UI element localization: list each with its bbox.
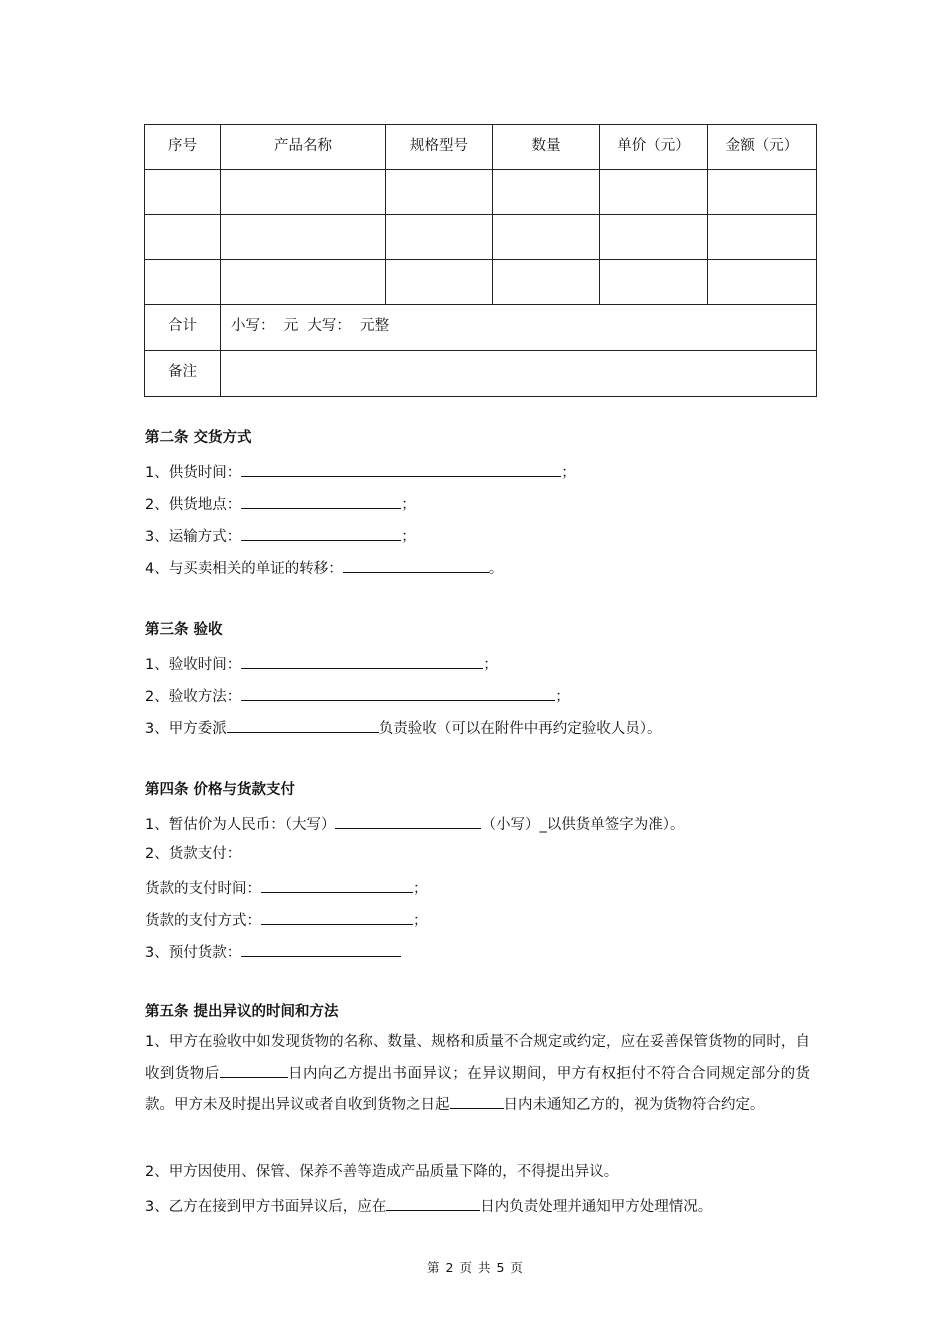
table-cell[interactable] xyxy=(221,260,386,305)
footer-total-pages: 5 xyxy=(496,1260,505,1275)
objection-days-blank-2[interactable] xyxy=(450,1092,504,1109)
delivery-time-label: 1、供货时间： xyxy=(145,465,242,481)
article-2-title: 第二条 交货方式 xyxy=(145,430,252,446)
payment-time-blank[interactable] xyxy=(261,876,413,893)
objection-p1-text-a: 1、甲方在验收中如发现货物的名称、数量、规格和质量不合规定或约定，应在妥善保管货物的同时，自收到货物后 xyxy=(145,1034,810,1082)
payment-time-end: ； xyxy=(413,881,428,897)
payment-time-label: 货款的支付时间： xyxy=(145,881,261,897)
delivery-time-blank[interactable] xyxy=(241,460,561,477)
objection-p3-prefix: 3、乙方在接到甲方书面异议后，应在 xyxy=(145,1199,387,1215)
table-cell[interactable] xyxy=(708,215,817,260)
objection-paragraph-2: 2、甲方因使用、保管、保养不善等造成产品质量下降的，不得提出异议。 xyxy=(145,1164,619,1180)
inspection-time-line xyxy=(145,652,498,675)
inspector-line xyxy=(145,716,661,739)
estimated-price-line xyxy=(145,812,684,835)
delivery-time-line xyxy=(145,460,576,483)
prepayment-label: 3、预付货款： xyxy=(145,945,242,961)
table-cell[interactable] xyxy=(600,170,708,215)
payment-time-line xyxy=(145,876,428,899)
transport-method-label: 3、运输方式： xyxy=(145,529,242,545)
footer-total-word: 共 xyxy=(477,1260,491,1275)
objection-p1-text-c: 日内未通知乙方的，视为货物符合约定。 xyxy=(503,1097,765,1113)
footer-current-page: 2 xyxy=(445,1260,454,1275)
payment-method-line xyxy=(145,908,428,931)
table-cell[interactable] xyxy=(221,215,386,260)
product-table xyxy=(144,124,817,397)
estimated-price-label: 1、暂估价为人民币：（大写） xyxy=(145,817,336,833)
delivery-place-blank[interactable] xyxy=(241,492,401,509)
table-row xyxy=(145,260,817,305)
footer-suffix: 页 xyxy=(510,1260,523,1275)
inspection-time-label: 1、验收时间： xyxy=(145,657,242,673)
document-transfer-label: 4、与买卖相关的单证的转移： xyxy=(145,561,343,577)
table-cell[interactable] xyxy=(386,260,493,305)
estimated-price-blank[interactable] xyxy=(335,812,481,829)
payment-method-end: ； xyxy=(413,913,428,929)
page-footer xyxy=(0,1258,950,1276)
total-label: 合计 xyxy=(145,305,221,351)
transport-method-end: ； xyxy=(401,529,416,545)
table-cell[interactable] xyxy=(493,260,600,305)
footer-prefix: 第 xyxy=(427,1260,440,1275)
document-transfer-end: 。 xyxy=(488,561,504,577)
inspector-end: 负责验收（可以在附件中再约定验收人员）。 xyxy=(378,721,662,737)
table-header-row xyxy=(145,125,817,170)
table-row xyxy=(145,170,817,215)
document-transfer-blank[interactable] xyxy=(343,556,489,573)
payment-heading: 2、货款支付： xyxy=(145,846,242,862)
col-header-spec-model: 规格型号 xyxy=(386,125,493,170)
inspection-method-line xyxy=(145,684,570,707)
payment-method-blank[interactable] xyxy=(261,908,413,925)
table-cell[interactable] xyxy=(145,260,221,305)
col-header-product-name: 产品名称 xyxy=(221,125,386,170)
article-5-title: 第五条 提出异议的时间和方法 xyxy=(145,1004,339,1020)
transport-method-line xyxy=(145,524,416,547)
estimated-price-suffix: （小写）_以供货单签字为准）。 xyxy=(481,817,685,833)
table-cell[interactable] xyxy=(386,170,493,215)
total-row xyxy=(145,305,817,351)
table-cell[interactable] xyxy=(493,170,600,215)
article-4-title: 第四条 价格与货款支付 xyxy=(145,782,296,798)
remark-label: 备注 xyxy=(145,351,221,397)
table-cell[interactable] xyxy=(600,215,708,260)
inspection-time-end: ； xyxy=(483,657,498,673)
delivery-place-line xyxy=(145,492,416,515)
prepayment-line xyxy=(145,940,401,963)
document-transfer-line xyxy=(145,556,503,579)
col-header-serial: 序号 xyxy=(145,125,221,170)
table-cell[interactable] xyxy=(600,260,708,305)
delivery-time-end: ； xyxy=(561,465,576,481)
inspector-label: 3、甲方委派 xyxy=(145,721,227,737)
payment-method-label: 货款的支付方式： xyxy=(145,913,261,929)
table-cell[interactable] xyxy=(221,170,386,215)
transport-method-blank[interactable] xyxy=(241,524,401,541)
delivery-place-label: 2、供货地点： xyxy=(145,497,242,513)
prepayment-blank[interactable] xyxy=(241,940,401,957)
total-value[interactable]: 小写： 元 大写： 元整 xyxy=(221,305,817,351)
objection-days-blank-3[interactable] xyxy=(386,1194,480,1211)
inspection-time-blank[interactable] xyxy=(241,652,483,669)
col-header-unit-price: 单价（元） xyxy=(600,125,708,170)
inspection-method-end: ； xyxy=(555,689,570,705)
delivery-place-end: ； xyxy=(401,497,416,513)
objection-paragraph-3 xyxy=(145,1194,712,1217)
table-cell[interactable] xyxy=(493,215,600,260)
col-header-amount: 金额（元） xyxy=(708,125,817,170)
remark-value[interactable] xyxy=(221,351,817,397)
inspection-method-blank[interactable] xyxy=(241,684,555,701)
article-3-title: 第三条 验收 xyxy=(145,622,223,638)
objection-p1-text-b: 日内向乙方提出书面异议；在异议期间，甲方有权拒付不符合合同规定部分的货款。甲方未及时提出异议或者自收到货物之日起 xyxy=(145,1065,810,1113)
col-header-quantity: 数量 xyxy=(493,125,600,170)
table-cell[interactable] xyxy=(386,215,493,260)
objection-p3-suffix: 日内负责处理并通知甲方处理情况。 xyxy=(480,1199,713,1215)
table-cell[interactable] xyxy=(145,170,221,215)
table-cell[interactable] xyxy=(708,170,817,215)
remark-row xyxy=(145,351,817,397)
inspector-blank[interactable] xyxy=(227,716,379,733)
table-cell[interactable] xyxy=(708,260,817,305)
footer-page-word: 页 xyxy=(459,1260,472,1275)
inspection-method-label: 2、验收方法： xyxy=(145,689,242,705)
objection-days-blank-1[interactable] xyxy=(220,1061,288,1078)
objection-paragraph-1 xyxy=(145,1027,810,1122)
table-row xyxy=(145,215,817,260)
table-cell[interactable] xyxy=(145,215,221,260)
